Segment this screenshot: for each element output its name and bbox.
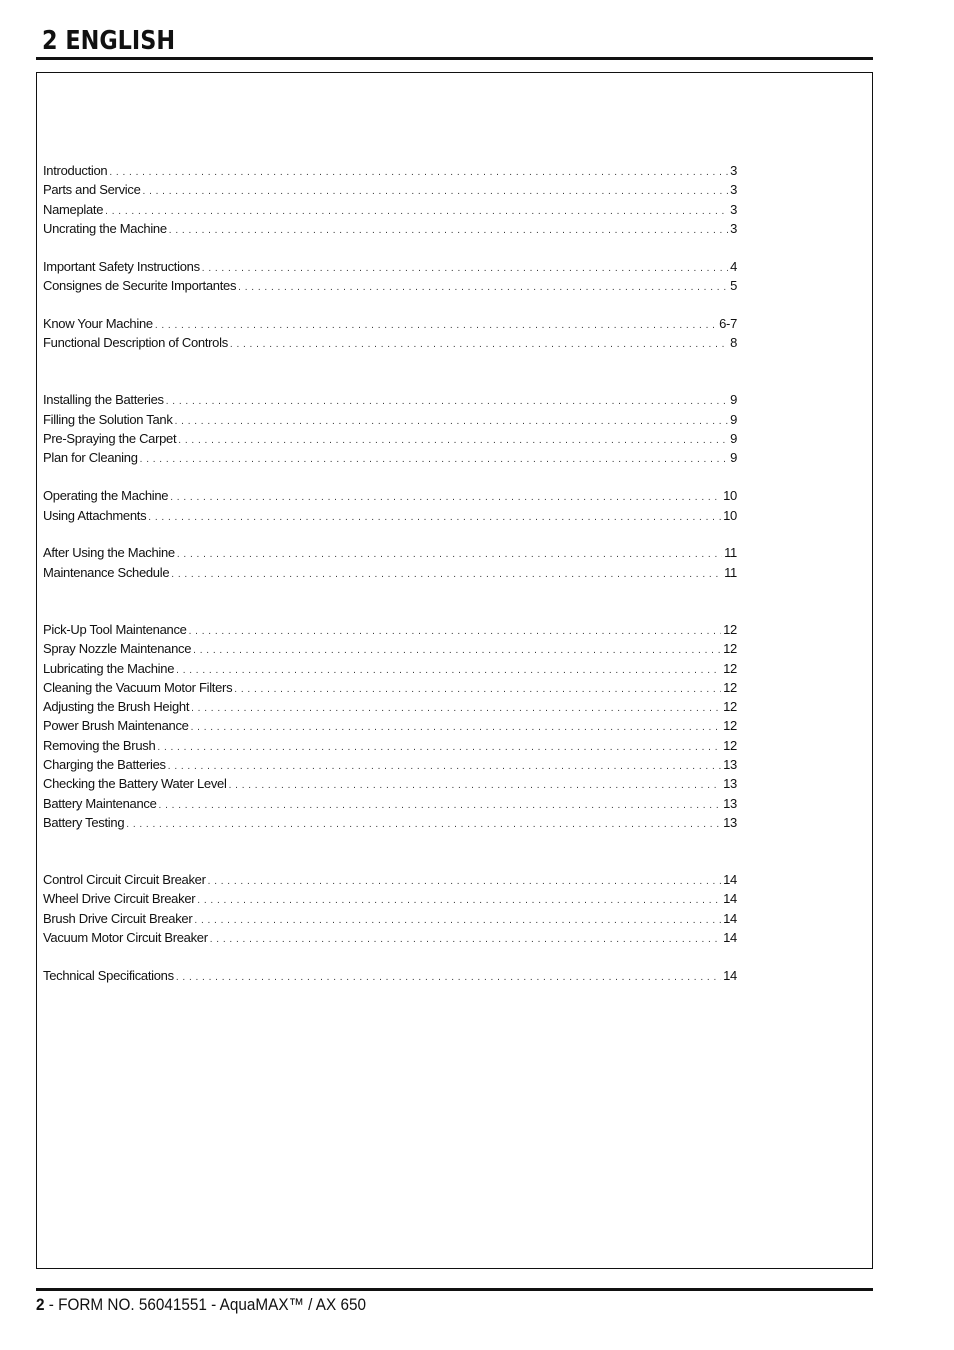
toc-entry-title: Charging the Batteries (43, 756, 166, 772)
table-of-contents (43, 163, 737, 987)
toc-entry-page: 4 (730, 258, 737, 274)
toc-entry[interactable] (43, 757, 737, 776)
toc-leader-dots (105, 206, 728, 217)
toc-leader-dots (197, 895, 721, 906)
toc-entry[interactable] (43, 565, 737, 584)
toc-entry[interactable] (43, 796, 737, 815)
toc-entry-title: Nameplate (43, 201, 104, 217)
toc-entry[interactable] (43, 680, 737, 699)
toc-entry-page: 14 (723, 929, 737, 945)
toc-entry-page: 8 (730, 335, 737, 351)
toc-entry[interactable] (43, 661, 737, 680)
toc-leader-dots (166, 396, 728, 407)
toc-entry[interactable] (43, 968, 737, 987)
toc-entry[interactable] (43, 508, 737, 527)
toc-leader-dots (169, 225, 728, 236)
page-header (36, 22, 873, 60)
toc-group (43, 259, 737, 298)
toc-entry-title: Parts and Service (43, 182, 141, 198)
toc-leader-dots (176, 665, 721, 676)
toc-entry-page: 3 (730, 220, 737, 236)
toc-entry-title: Uncrating the Machine (43, 220, 167, 236)
toc-group (43, 872, 737, 949)
toc-entry-title: Cleaning the Vacuum Motor Filters (43, 679, 233, 695)
toc-entry-page: 14 (723, 967, 737, 983)
toc-leader-dots (168, 761, 721, 772)
toc-group (43, 163, 737, 240)
footer-form-label: - FORM NO. 56041551 - AquaMAX™ / AX 650 (44, 1295, 366, 1314)
toc-entry[interactable] (43, 335, 737, 354)
toc-leader-dots (140, 454, 728, 465)
toc-entry[interactable] (43, 259, 737, 278)
toc-entry-title: Removing the Brush (43, 737, 156, 753)
toc-entry-title: Pre-Spraying the Carpet (43, 431, 177, 447)
toc-entry[interactable] (43, 450, 737, 469)
toc-entry-title: Lubricating the Machine (43, 660, 175, 676)
toc-entry-page: 13 (723, 756, 737, 772)
toc-entry[interactable] (43, 392, 737, 411)
toc-entry[interactable] (43, 278, 737, 297)
toc-leader-dots (159, 800, 722, 811)
toc-entry-page: 6-7 (719, 315, 737, 331)
toc-entry-page: 9 (730, 450, 737, 466)
toc-entry-page: 11 (724, 564, 737, 580)
page-footer (36, 1288, 873, 1318)
toc-entry-page: 3 (730, 163, 737, 178)
toc-entry-page: 10 (723, 488, 737, 504)
toc-entry-title: Battery Maintenance (43, 795, 157, 811)
toc-entry-page: 12 (723, 621, 737, 637)
toc-entry-page: 13 (723, 776, 737, 792)
toc-entry-page: 12 (723, 737, 737, 753)
toc-entry[interactable] (43, 738, 737, 757)
toc-entry-title: Important Safety Instructions (43, 258, 200, 274)
toc-group (43, 392, 737, 469)
toc-entry-title: Pick-Up Tool Maintenance (43, 621, 187, 637)
toc-entry-title: Plan for Cleaning (43, 450, 138, 466)
toc-leader-dots (171, 569, 722, 580)
page-title: 2 ENGLISH (42, 26, 176, 56)
toc-leader-dots (193, 645, 721, 656)
toc-leader-dots (208, 876, 721, 887)
toc-group (43, 622, 737, 834)
toc-entry-page: 9 (730, 411, 737, 427)
toc-entry-page: 14 (723, 910, 737, 926)
toc-entry-title: Control Circuit Circuit Breaker (43, 872, 206, 888)
toc-entry[interactable] (43, 718, 737, 737)
toc-leader-dots (194, 915, 721, 926)
toc-entry-page: 13 (723, 795, 737, 811)
toc-entry-title: Vacuum Motor Circuit Breaker (43, 929, 208, 945)
toc-entry[interactable] (43, 488, 737, 507)
footer-text (36, 1295, 366, 1315)
toc-entry[interactable] (43, 431, 737, 450)
toc-entry-title: Checking the Battery Water Level (43, 776, 227, 792)
toc-leader-dots (126, 819, 721, 830)
toc-leader-dots (178, 435, 728, 446)
toc-entry-page: 12 (723, 660, 737, 676)
toc-leader-dots (210, 934, 721, 945)
toc-entry-title: Brush Drive Circuit Breaker (43, 910, 193, 926)
toc-leader-dots (170, 492, 721, 503)
toc-leader-dots (191, 722, 722, 733)
toc-leader-dots (177, 549, 722, 560)
toc-entry-page: 12 (723, 679, 737, 695)
toc-leader-dots (189, 626, 722, 637)
toc-leader-dots (191, 703, 721, 714)
toc-leader-dots (238, 282, 728, 293)
toc-entry-title: Battery Testing (43, 814, 125, 830)
toc-entry-title: Technical Specifications (43, 967, 174, 983)
toc-entry-title: After Using the Machine (43, 545, 175, 561)
toc-entry-title: Functional Description of Controls (43, 335, 228, 351)
toc-entry[interactable] (43, 776, 737, 795)
toc-leader-dots (157, 742, 721, 753)
toc-leader-dots (229, 780, 722, 791)
toc-entry-title: Filling the Solution Tank (43, 411, 173, 427)
toc-entry[interactable] (43, 891, 737, 910)
toc-entry-page: 12 (723, 718, 737, 734)
footer-page-number: 2 (36, 1295, 45, 1314)
toc-frame (36, 72, 873, 1269)
toc-entry-title: Installing the Batteries (43, 392, 164, 408)
toc-entry[interactable] (43, 163, 737, 182)
toc-entry-page: 12 (723, 699, 737, 715)
toc-entry[interactable] (43, 182, 737, 201)
toc-entry[interactable] (43, 930, 737, 949)
toc-entry-title: Wheel Drive Circuit Breaker (43, 891, 196, 907)
toc-group (43, 316, 737, 355)
toc-entry[interactable] (43, 815, 737, 834)
toc-entry-title: Maintenance Schedule (43, 564, 170, 580)
toc-entry[interactable] (43, 316, 737, 335)
toc-entry[interactable] (43, 412, 737, 431)
toc-entry-title: Consignes de Securite Importantes (43, 278, 237, 294)
toc-entry[interactable] (43, 202, 737, 221)
toc-entry[interactable] (43, 622, 737, 641)
toc-entry-title: Operating the Machine (43, 488, 169, 504)
toc-entry-title: Adjusting the Brush Height (43, 699, 190, 715)
toc-entry-page: 14 (723, 872, 737, 888)
toc-leader-dots (143, 186, 729, 197)
toc-leader-dots (230, 339, 728, 350)
toc-group (43, 968, 737, 987)
toc-entry-page: 13 (723, 814, 737, 830)
toc-entry-page: 3 (730, 182, 737, 198)
toc-entry-page: 5 (730, 278, 737, 294)
toc-entry-title: Introduction (43, 163, 108, 178)
toc-group (43, 545, 737, 584)
toc-entry-title: Spray Nozzle Maintenance (43, 641, 192, 657)
toc-leader-dots (155, 320, 717, 331)
toc-entry-page: 14 (723, 891, 737, 907)
toc-leader-dots (175, 416, 728, 427)
toc-entry[interactable] (43, 911, 737, 930)
toc-entry-page: 9 (730, 431, 737, 447)
toc-entry-title: Using Attachments (43, 507, 147, 523)
toc-leader-dots (176, 972, 721, 983)
toc-entry-page: 10 (723, 507, 737, 523)
toc-entry[interactable] (43, 545, 737, 564)
toc-entry-title: Power Brush Maintenance (43, 718, 189, 734)
toc-entry[interactable] (43, 641, 737, 660)
toc-entry[interactable] (43, 221, 737, 240)
toc-leader-dots (234, 684, 721, 695)
toc-entry[interactable] (43, 872, 737, 891)
toc-entry-page: 3 (730, 201, 737, 217)
toc-entry[interactable] (43, 699, 737, 718)
toc-leader-dots (202, 263, 728, 274)
toc-leader-dots (109, 167, 728, 178)
toc-entry-page: 12 (723, 641, 737, 657)
toc-entry-page: 9 (730, 392, 737, 408)
toc-leader-dots (148, 512, 721, 523)
toc-group (43, 488, 737, 527)
toc-entry-page: 11 (724, 545, 737, 561)
toc-entry-title: Know Your Machine (43, 315, 153, 331)
